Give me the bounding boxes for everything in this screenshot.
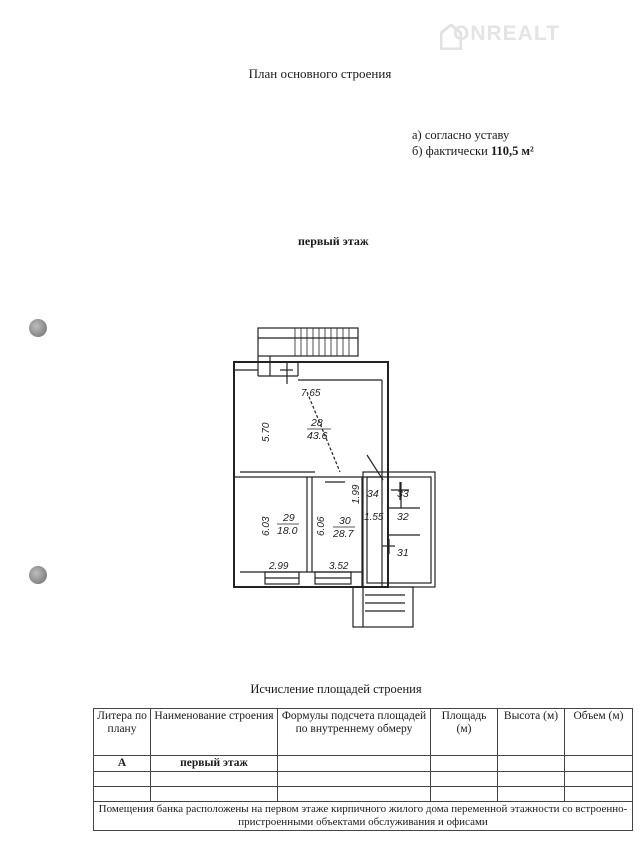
table-row-empty [94,787,633,802]
cell-formula [278,756,431,772]
dim-6-06: 6.06 [316,516,327,536]
dim-1-99: 1.99 [351,484,362,504]
header-area: Площадь (м) [431,709,498,756]
dim-3-52: 3.52 [329,561,349,572]
areas-table [93,708,633,831]
option-b [412,144,534,159]
dim-7-65: 7.65 [301,388,321,399]
room-30-number: 30 [339,515,351,527]
table-note-row [94,802,633,831]
dim-1-55: 1.55 [364,512,384,523]
room-33-number: 33 [397,488,409,500]
option-a: а) согласно уставу [412,128,510,142]
floor-label: первый этаж [298,234,369,248]
room-30-area: 28.7 [333,528,354,540]
document-title: План основного строения [248,66,392,81]
punch-hole-top [29,319,47,337]
cell-height [498,756,565,772]
room-29-area: 18.0 [277,525,298,537]
room-34-number: 34 [367,488,379,500]
cell-area [431,756,498,772]
option-b-label: б) фактически [412,144,491,158]
header-formula: Формулы подсчета площадей по внутреннему обмеру [278,709,431,756]
header-volume: Объем (м) [565,709,633,756]
punch-hole-bottom [29,566,47,584]
floor-plan [225,322,445,652]
room-28-number: 28 [311,417,323,429]
option-b-value: 110,5 м² [490,144,534,158]
dim-5-70: 5.70 [261,422,272,442]
header-name: Наименование строения [151,709,278,756]
dim-2-99: 2.99 [269,561,289,572]
table-note: Помещения банка расположены на первом этаже кирпичного жилого дома переменной этажности со встроенно-пристроенными объектами обслуживания и офисами [94,802,633,831]
table-header-row [94,709,633,756]
cell-volume [565,756,633,772]
cell-name: первый этаж [151,756,278,772]
header-litera: Литера по плану [94,709,151,756]
dim-6-03: 6.03 [261,516,272,536]
watermark-brand: ONREALT [453,22,560,45]
room-28-area: 43.6 [307,430,328,442]
table-row [94,756,633,772]
room-32-number: 32 [397,511,409,523]
cell-litera: А [94,756,151,772]
header-height: Высота (м) [498,709,565,756]
room-31-number: 31 [397,547,409,559]
table-row-empty [94,772,633,787]
room-29-number: 29 [283,512,295,524]
calc-title: Исчисление площадей строения [250,682,422,696]
